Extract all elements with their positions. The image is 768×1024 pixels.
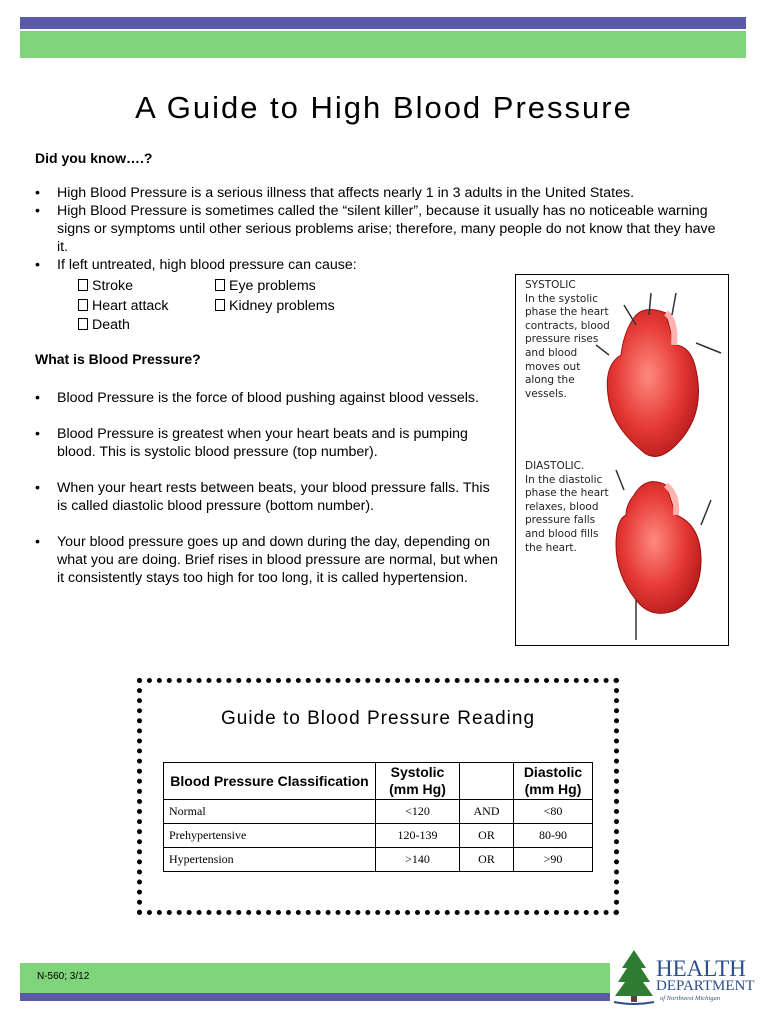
- header-classification: Blood Pressure Classification: [164, 763, 376, 800]
- did-you-know-heading: Did you know….?: [35, 150, 153, 166]
- systolic-caption: SYSTOLIC In the systolic phase the heart contracts, blood pressure rises and blood moves out along the vessels.: [525, 279, 610, 400]
- header-connector: [460, 763, 514, 800]
- header-systolic: Systolic (mm Hg): [376, 763, 460, 800]
- list-item: • Blood Pressure is the force of blood pushing against blood vessels.: [35, 389, 500, 407]
- diastolic-heart-icon: [616, 470, 711, 640]
- cause-death: Death: [78, 316, 130, 336]
- list-item: • Blood Pressure is greatest when your heart beats and is pumping blood. This is systolic blood pressure (top number).: [35, 425, 500, 461]
- heart-illustration: [516, 275, 728, 645]
- list-item: • High Blood Pressure is a serious illness that affects nearly 1 in 3 adults in the United States.: [35, 184, 725, 202]
- header-diastolic: Diastolic (mm Hg): [514, 763, 593, 800]
- diastolic-caption: DIASTOLIC. In the diastolic phase the heart relaxes, blood pressure falls and blood fills the heart.: [525, 460, 609, 554]
- list-item: • If left untreated, high blood pressure can cause:: [35, 256, 725, 274]
- cause-stroke: Stroke: [78, 277, 133, 297]
- cause-heart-attack: Heart attack: [78, 297, 169, 317]
- heart-figure: [515, 274, 729, 646]
- table-row: Normal <120 AND <80: [164, 800, 593, 824]
- tree-icon: [612, 948, 656, 1008]
- logo-subtitle-text: of Northwest Michigan: [660, 995, 720, 1002]
- checkbox-icon: [215, 279, 225, 291]
- logo-department-text: DEPARTMENT: [656, 978, 755, 994]
- header-green-bar: [20, 31, 746, 58]
- what-is-heading: What is Blood Pressure?: [35, 351, 201, 367]
- checkbox-icon: [215, 299, 225, 311]
- bp-table: [163, 762, 593, 872]
- list-item: • Your blood pressure goes up and down during the day, depending on what you are doing. Brief rises in blood pressure are normal, but when it consistently stays too high for too long, it is called hypertension.: [35, 533, 500, 587]
- systolic-heart-icon: [596, 293, 721, 456]
- checkbox-icon: [78, 299, 88, 311]
- list-item: • High Blood Pressure is sometimes called the “silent killer”, because it usually has no noticeable warning signs or symptoms until other serious problems arise; therefore, many people do not know that they have it.: [35, 202, 725, 256]
- health-department-logo: [612, 948, 755, 1008]
- what-is-list: [35, 389, 500, 587]
- logo-health-text: HEALTH: [656, 956, 746, 981]
- footer-green-bar: [20, 963, 610, 993]
- list-item: • When your heart rests between beats, your blood pressure falls. This is called diastolic blood pressure (bottom number).: [35, 479, 500, 515]
- checkbox-icon: [78, 279, 88, 291]
- table-header-row: [164, 763, 593, 800]
- footer-purple-bar: [20, 993, 610, 1001]
- cause-eye-problems: Eye problems: [215, 277, 316, 297]
- did-you-know-list: [35, 184, 725, 274]
- document-code: N-560; 3/12: [37, 971, 90, 982]
- guide-title: Guide to Blood Pressure Reading: [220, 708, 536, 729]
- header-purple-bar: [20, 17, 746, 29]
- table-row: Hypertension >140 OR >90: [164, 848, 593, 872]
- table-row: Prehypertensive 120-139 OR 80-90: [164, 824, 593, 848]
- page-title: A Guide to High Blood Pressure: [135, 90, 633, 125]
- cause-kidney-problems: Kidney problems: [215, 297, 335, 317]
- checkbox-icon: [78, 318, 88, 330]
